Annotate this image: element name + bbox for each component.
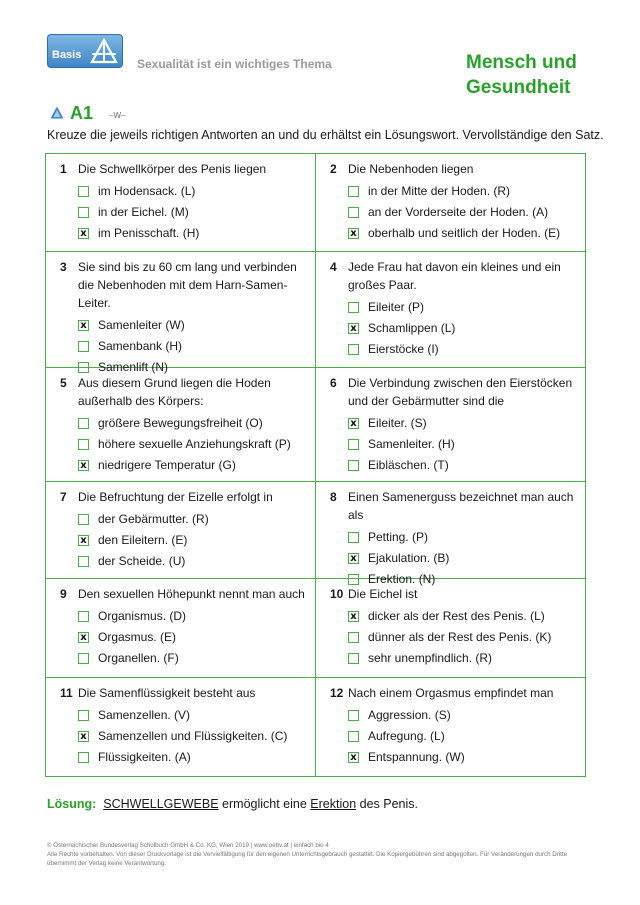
question-number: 3	[60, 260, 67, 274]
answer-option[interactable]	[348, 436, 579, 452]
checkbox-icon[interactable]	[348, 439, 359, 450]
question-cell	[46, 368, 316, 482]
option-label: Aggression. (S)	[368, 708, 451, 722]
question-header	[330, 488, 579, 524]
option-label: Eierstöcke (I)	[368, 342, 439, 356]
question-number: 2	[330, 162, 337, 176]
option-label: Samenlift (N)	[98, 360, 169, 374]
question-text: Jede Frau hat davon ein kleines und ein großes Paar.	[348, 260, 561, 292]
checkbox-icon[interactable]	[78, 186, 89, 197]
answer-option[interactable]	[78, 415, 309, 431]
option-label: Entspannung. (W)	[368, 750, 465, 764]
option-label: an der Vorderseite der Hoden. (A)	[368, 205, 549, 219]
question-number: 5	[60, 376, 67, 390]
option-label: Eibläschen. (T)	[368, 458, 449, 472]
checkbox-icon[interactable]	[348, 460, 359, 471]
answer-option[interactable]	[78, 553, 309, 569]
question-text: Einen Samenerguss bezeichnet man auch als	[348, 490, 574, 522]
option-label: Samenbank (H)	[98, 339, 183, 353]
answer-option[interactable]	[78, 204, 309, 220]
question-text: Sie sind bis zu 60 cm lang und verbinden die Nebenhoden mit dem Harn-Samen-Leiter.	[78, 260, 297, 310]
checkbox-icon[interactable]	[348, 207, 359, 218]
option-label: der Gebärmutter. (R)	[98, 512, 209, 526]
answer-option[interactable]	[348, 225, 579, 241]
option-label: im Penisschaft. (H)	[98, 226, 200, 240]
answer-option[interactable]	[78, 650, 309, 666]
option-label: Petting. (P)	[368, 530, 429, 544]
question-header	[330, 684, 579, 702]
answer-option[interactable]	[348, 550, 579, 566]
checkbox-icon[interactable]: x	[348, 323, 359, 334]
answer-option[interactable]	[78, 749, 309, 765]
checkbox-icon[interactable]: x	[78, 535, 89, 546]
option-label: in der Mitte der Hoden. (R)	[368, 184, 511, 198]
answer-option[interactable]	[348, 707, 579, 723]
question-number: 12	[330, 686, 344, 700]
answer-option[interactable]	[78, 511, 309, 527]
answer-option[interactable]	[78, 728, 309, 744]
answer-option[interactable]	[348, 457, 579, 473]
checkbox-icon[interactable]	[348, 710, 359, 721]
checkbox-icon[interactable]	[78, 341, 89, 352]
series-title-line1: Mensch und	[466, 52, 577, 73]
option-label: Samenleiter. (H)	[368, 437, 455, 451]
checkbox-icon[interactable]: x	[348, 418, 359, 429]
checkbox-icon[interactable]	[78, 556, 89, 567]
checkbox-icon[interactable]	[348, 532, 359, 543]
question-cell	[46, 678, 316, 776]
answer-option[interactable]	[78, 532, 309, 548]
basis-triangle-icon	[90, 37, 118, 65]
question-cell	[46, 482, 316, 579]
question-grid	[45, 153, 586, 777]
checkbox-icon[interactable]	[78, 752, 89, 763]
question-text: Aus diesem Grund liegen die Hoden außerhalb des Körpers:	[78, 376, 271, 408]
worksheet-topic: Sexualität ist ein wichtiges Thema	[137, 57, 332, 71]
question-number: 10	[330, 587, 344, 601]
question-cell	[46, 154, 316, 252]
answer-option[interactable]	[348, 415, 579, 431]
option-label: größere Bewegungsfreiheit (O)	[98, 416, 263, 430]
option-label: Erektion. (N)	[368, 572, 436, 586]
option-label: Eileiter. (S)	[368, 416, 427, 430]
checkbox-icon[interactable]: x	[78, 460, 89, 471]
option-label: der Scheide. (U)	[98, 554, 186, 568]
question-text: Die Verbindung zwischen den Eierstöcken und der Gebärmutter sind die	[348, 376, 573, 408]
question-header	[60, 585, 309, 603]
answer-option[interactable]	[78, 436, 309, 452]
question-number: 1	[60, 162, 67, 176]
question-number: 6	[330, 376, 337, 390]
level-triangle-icon	[50, 106, 64, 119]
question-cell	[316, 252, 585, 368]
checkbox-icon[interactable]: x	[78, 228, 89, 239]
solution-label: Lösung:	[47, 797, 97, 811]
question-header	[330, 374, 579, 410]
question-cell	[316, 368, 585, 482]
answer-option[interactable]	[78, 457, 309, 473]
option-label: dicker als der Rest des Penis. (L)	[368, 609, 545, 623]
answer-option[interactable]	[78, 608, 309, 624]
option-label: Schamlippen (L)	[368, 321, 456, 335]
answer-option[interactable]	[348, 183, 579, 199]
answer-option[interactable]	[348, 608, 579, 624]
question-cell	[316, 579, 585, 678]
checkbox-icon[interactable]	[348, 344, 359, 355]
checkbox-icon[interactable]	[348, 632, 359, 643]
question-header	[330, 258, 579, 294]
answer-option[interactable]	[348, 341, 579, 357]
question-text: Nach einem Orgasmus empfindet man	[348, 686, 554, 700]
question-header	[60, 258, 309, 312]
option-label: im Hodensack. (L)	[98, 184, 196, 198]
question-text: Die Befruchtung der Eizelle erfolgt in	[78, 490, 273, 504]
question-header	[60, 488, 309, 506]
option-label: Flüssigkeiten. (A)	[98, 750, 191, 764]
checkbox-icon[interactable]: x	[78, 320, 89, 331]
answer-option[interactable]	[78, 317, 309, 333]
checkbox-icon[interactable]: x	[348, 752, 359, 763]
question-cell	[46, 252, 316, 374]
option-label: Aufregung. (L)	[368, 729, 445, 743]
answer-option[interactable]	[348, 629, 579, 645]
option-label: höhere sexuelle Anziehungskraft (P)	[98, 437, 291, 451]
checkbox-icon[interactable]	[78, 207, 89, 218]
option-label: niedrigere Temperatur (G)	[98, 458, 236, 472]
answer-option[interactable]	[348, 299, 579, 315]
question-text: Die Nebenhoden liegen	[348, 162, 474, 176]
option-label: Ejakulation. (B)	[368, 551, 450, 565]
checkbox-icon[interactable]: x	[348, 553, 359, 564]
question-cell	[46, 579, 316, 678]
question-number: 9	[60, 587, 67, 601]
question-number: 8	[330, 490, 337, 504]
question-header	[60, 684, 309, 702]
question-cell	[316, 154, 585, 252]
series-title	[466, 50, 616, 100]
answer-option[interactable]	[348, 749, 579, 765]
answer-option[interactable]	[78, 707, 309, 723]
answer-option[interactable]	[78, 629, 309, 645]
checkbox-icon[interactable]: x	[78, 731, 89, 742]
checkbox-icon[interactable]: x	[348, 611, 359, 622]
question-cell	[316, 482, 585, 586]
checkbox-icon[interactable]	[348, 302, 359, 313]
footer-line1: © Österreichischer Bundesverlag Schulbuch GmbH & Co. KG, Wien 2019 | www.oebv.at | einfach bio 4	[47, 842, 329, 849]
solution-word: SCHWELLGEWEBE	[103, 797, 219, 811]
solution-end: des Penis.	[359, 797, 419, 811]
answer-option[interactable]	[348, 529, 579, 545]
question-header	[330, 160, 579, 178]
option-label: Samenleiter (W)	[98, 318, 185, 332]
answer-option[interactable]	[348, 320, 579, 336]
task-instruction: Kreuze die jeweils richtigen Antworten an und du erhältst ein Lösungswort. Vervollständige den Satz.	[47, 128, 604, 142]
option-label: Orgasmus. (E)	[98, 630, 177, 644]
checkbox-icon[interactable]: x	[78, 632, 89, 643]
checkbox-icon[interactable]	[78, 514, 89, 525]
checkbox-icon[interactable]	[348, 186, 359, 197]
answer-option[interactable]	[78, 183, 309, 199]
option-label: sehr unempfindlich. (R)	[368, 651, 493, 665]
question-number: 11	[60, 686, 73, 700]
question-header	[330, 585, 579, 603]
checkbox-icon[interactable]	[78, 653, 89, 664]
question-text: Die Schwellkörper des Penis liegen	[78, 162, 267, 176]
question-number: 7	[60, 490, 67, 504]
solution-middle: ermöglicht eine	[222, 797, 307, 811]
task-id: A1	[70, 103, 94, 123]
solution-line	[47, 797, 418, 811]
series-title-line2: Gesundheit	[466, 77, 571, 98]
solution-word2: Erektion	[310, 797, 357, 811]
answer-option[interactable]	[348, 204, 579, 220]
option-label: oberhalb und seitlich der Hoden. (E)	[368, 226, 561, 240]
question-cell	[316, 678, 585, 776]
footer-line2: Alle Rechte vorbehalten. Von dieser Druckvorlage ist die Vervielfältigung für den eigenen Unterrichtsgebrauch gestattet. Die Kopiergebühren sind abgegolten. Für Veränderungen durch Dritte übernimmt der Verlag keine Verantwortung.	[47, 851, 568, 867]
option-label: dünner als der Rest des Penis. (K)	[368, 630, 552, 644]
checkbox-icon[interactable]: x	[348, 228, 359, 239]
option-label: Eileiter (P)	[368, 300, 425, 314]
question-number: 4	[330, 260, 337, 274]
option-label: den Eileitern. (E)	[98, 533, 188, 547]
checkbox-icon[interactable]	[78, 439, 89, 450]
option-label: in der Eichel. (M)	[98, 205, 189, 219]
checkbox-icon[interactable]	[78, 418, 89, 429]
option-label: Samenzellen. (V)	[98, 708, 191, 722]
answer-option[interactable]	[348, 650, 579, 666]
question-text: Die Samenflüssigkeit besteht aus	[78, 686, 256, 700]
option-label: Samenzellen und Flüssigkeiten. (C)	[98, 729, 288, 743]
copyright-footer	[47, 841, 592, 868]
logo-text: Basis	[52, 49, 82, 61]
checkbox-icon[interactable]	[348, 653, 359, 664]
checkbox-icon[interactable]	[78, 710, 89, 721]
answer-option[interactable]	[78, 225, 309, 241]
question-text: Den sexuellen Höhepunkt nennt man auch	[78, 587, 305, 601]
basis-logo	[47, 34, 123, 68]
checkbox-icon[interactable]	[348, 731, 359, 742]
answer-option[interactable]	[348, 728, 579, 744]
answer-option[interactable]	[78, 338, 309, 354]
option-label: Organismus. (D)	[98, 609, 187, 623]
checkbox-icon[interactable]	[78, 611, 89, 622]
task-tag: –W–	[109, 111, 126, 120]
question-header	[60, 160, 309, 178]
question-header	[60, 374, 309, 410]
option-label: Organellen. (F)	[98, 651, 179, 665]
question-text: Die Eichel ist	[348, 587, 418, 601]
